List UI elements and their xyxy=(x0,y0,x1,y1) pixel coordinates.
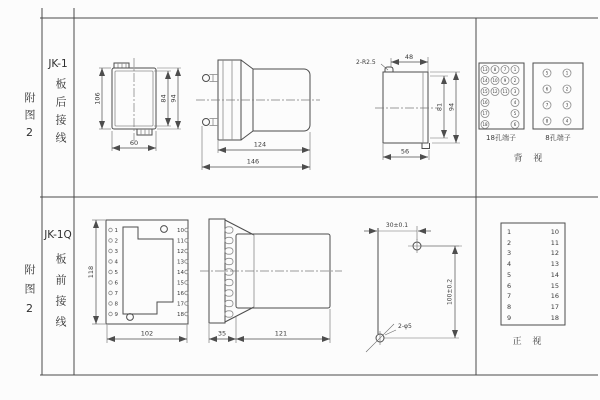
table-cell: 18 xyxy=(550,314,559,322)
jk1q-front-view xyxy=(87,220,188,343)
model-label-jk1q: JK-1Q xyxy=(44,229,72,241)
terminal-number: 9 xyxy=(503,78,507,83)
dim-56: 56 xyxy=(400,147,410,156)
jk1q-side-view xyxy=(200,219,342,343)
table-cell: 16 xyxy=(550,292,559,300)
terminal-number: 18 xyxy=(482,122,488,127)
table-cell: 9 xyxy=(507,314,512,322)
table-cell: 5 xyxy=(507,271,512,279)
terminal-number: 4 xyxy=(513,100,517,105)
terminal-number: 5 xyxy=(513,111,517,116)
dim-118: 118 xyxy=(87,265,95,279)
model-label-jk1: JK-1 xyxy=(48,58,68,70)
wiring-label-row1: 板后接线 xyxy=(54,78,67,150)
terminal-number: 11 xyxy=(177,238,184,245)
terminal-number: 7 xyxy=(545,102,549,108)
table-cell: 6 xyxy=(507,282,512,290)
dim-94: 94 xyxy=(169,94,178,103)
terminal-number: 15 xyxy=(177,280,184,287)
table-cell: 17 xyxy=(550,303,559,311)
dim-84: 84 xyxy=(159,94,168,103)
terminal-number: 8 xyxy=(545,118,549,124)
jk1q-drilling-plan xyxy=(364,222,462,352)
terminal-number: 11 xyxy=(502,89,508,94)
dim-corner-radius: 2-R2.5 xyxy=(356,59,376,66)
dim-94b: 94 xyxy=(447,102,456,112)
table-cell: 8 xyxy=(507,303,512,311)
terminal-number: 2 xyxy=(114,238,118,245)
terminal-number: 10 xyxy=(492,78,498,83)
dim-121: 121 xyxy=(274,329,288,338)
dim-106: 106 xyxy=(93,92,102,105)
terminal-number: 4 xyxy=(114,259,118,266)
dim-81: 81 xyxy=(435,102,444,112)
dim-60: 60 xyxy=(129,139,139,147)
table-cell: 3 xyxy=(507,249,512,257)
terminal-number: 9 xyxy=(114,312,118,318)
terminal-number: 13 xyxy=(177,259,184,266)
jk1q-connection-table xyxy=(501,223,565,347)
terminal-number: 8 xyxy=(114,301,118,308)
terminal-number: 6 xyxy=(114,280,118,287)
table-cell: 15 xyxy=(550,282,559,290)
terminal-number: 15 xyxy=(482,89,488,94)
terminal-number: 6 xyxy=(513,122,517,127)
dim-48: 48 xyxy=(404,53,414,61)
terminal-number: 1 xyxy=(513,67,517,72)
terminal-number: 1 xyxy=(565,70,569,76)
terminal-number: 3 xyxy=(114,249,118,255)
figure-label-row1: 附图2 xyxy=(23,92,36,145)
terminal-number: 8 xyxy=(493,67,497,72)
terminal-number: 12 xyxy=(492,89,498,94)
table-cell: 1 xyxy=(507,228,512,236)
terminal-block-8 xyxy=(533,63,583,142)
terminal-number: 5 xyxy=(545,70,549,76)
table-cell: 12 xyxy=(550,249,559,257)
dim-holes: 2-φ5 xyxy=(398,323,412,330)
table-cell: 7 xyxy=(507,292,512,300)
label-8-hole-terminal: 8孔端子 xyxy=(545,134,571,142)
rear-view-label: 背 视 xyxy=(513,154,547,164)
terminal-number: 7 xyxy=(114,291,118,297)
figure-label-row2: 附图2 xyxy=(23,264,36,323)
label-18-hole-terminal: 18孔端子 xyxy=(486,134,516,142)
terminal-number: 16 xyxy=(482,100,488,105)
dim-146: 146 xyxy=(246,157,260,166)
terminal-number: 3 xyxy=(565,102,569,108)
dim-124: 124 xyxy=(253,140,267,149)
terminal-number: 2 xyxy=(513,78,517,83)
terminal-number: 12 xyxy=(177,249,184,255)
terminal-number: 14 xyxy=(177,270,184,276)
jk1-rear-profile xyxy=(356,53,460,160)
terminal-number: 16 xyxy=(177,291,184,297)
terminal-number: 13 xyxy=(482,67,488,72)
terminal-number: 18 xyxy=(177,312,184,318)
terminal-number: 14 xyxy=(482,78,488,83)
terminal-number: 5 xyxy=(114,270,118,276)
terminal-number: 7 xyxy=(503,67,507,72)
terminal-number: 4 xyxy=(565,118,569,124)
terminal-number: 1 xyxy=(114,228,118,234)
terminal-number: 17 xyxy=(482,111,488,116)
terminal-number: 10 xyxy=(177,228,184,234)
dim-100: 100±0.2 xyxy=(446,278,454,306)
table-cell: 13 xyxy=(550,260,559,268)
table-cell: 2 xyxy=(507,239,512,247)
table-cell: 11 xyxy=(550,239,559,247)
terminal-number: 3 xyxy=(513,89,517,94)
jk1-side-view xyxy=(196,60,320,170)
terminal-block-18 xyxy=(479,63,524,142)
jk1-front-view xyxy=(94,58,182,151)
terminal-number: 17 xyxy=(177,301,184,308)
table-cell: 4 xyxy=(507,260,512,268)
terminal-number: 6 xyxy=(545,86,549,92)
terminal-number: 2 xyxy=(565,86,569,92)
dim-35: 35 xyxy=(217,329,227,338)
front-view-label: 正 视 xyxy=(512,337,546,347)
wiring-label-row2: 板前接线 xyxy=(54,253,67,337)
table-cell: 14 xyxy=(550,271,559,279)
dim-102: 102 xyxy=(140,329,154,338)
table-cell: 10 xyxy=(550,228,559,236)
dim-30: 30±0.1 xyxy=(385,222,409,229)
